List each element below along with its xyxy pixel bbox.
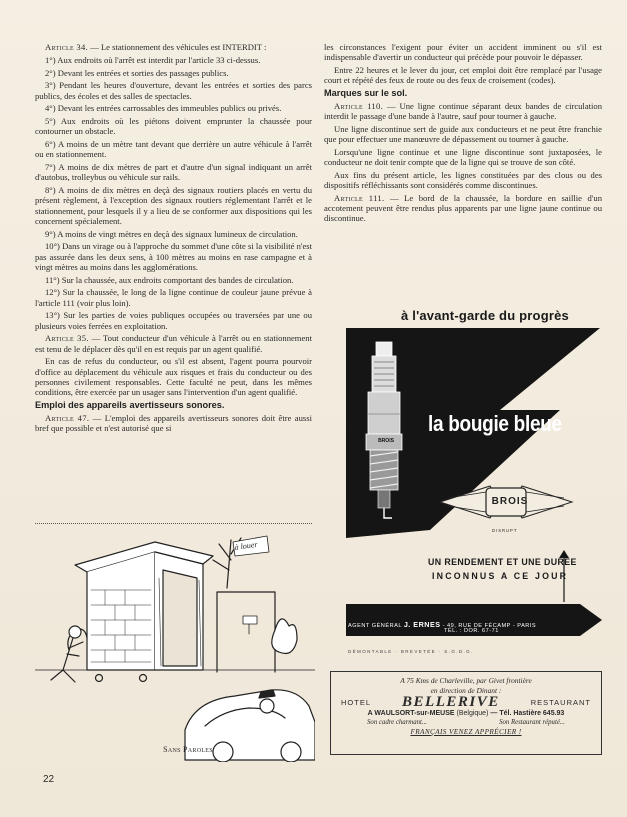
- list-item: 10°) Dans un virage ou à l'approche du sommet d'une côte si la visibilité n'est pas assurée dans les deux sens, à 100 mètres au moins en rase campagne et à vingt mètres au moins dans les agglomérations.: [35, 241, 312, 272]
- ad-tagline: à l'avant-garde du progrès: [401, 308, 569, 323]
- article-47-label: Article 47.: [45, 412, 90, 423]
- list-item: 8°) A moins de dix mètres en deçà des signaux routiers placés en vertu du présent règlement, à l'exception des signaux routiers réglementant l'arrêt et le stationnement, pour lesquels il y a lieu de se conformer aux dispositions qui les concernent spécialement.: [35, 185, 312, 226]
- brois-advertisement: [340, 306, 602, 664]
- for-rent-text: à louer: [234, 539, 258, 552]
- left-column: [35, 42, 312, 436]
- location-prefix: A: [367, 709, 373, 717]
- article-47: [35, 413, 312, 433]
- right-tag: Son Restaurant réputé...: [499, 719, 565, 726]
- paragraph: Entre 22 heures et le lever du jour, cet emploi doit être remplacé par l'usage court et répété des feux de route ou des feux de croisement (codes).: [324, 65, 602, 86]
- car-wheel: [281, 742, 301, 762]
- telephone: Tél. Hastière 645.93: [499, 709, 565, 717]
- agent-line: [348, 620, 536, 629]
- dotted-divider: [35, 523, 312, 524]
- article-111-label: Article 111.: [334, 192, 385, 203]
- ad-graphics: [340, 306, 602, 664]
- hotel-label: HOTEL: [341, 698, 372, 707]
- paragraph: Lorsqu'une ligne continue et une ligne discontinue sont juxtaposées, le conducteur ne doit tenir compte que de la ligne qui se trouve de son côté.: [324, 146, 602, 167]
- article-35: [35, 333, 312, 353]
- article-47-text: — L'emploi des appareils avertisseurs sonores doit être aussi bref que possible et n'est autorisé que si: [35, 412, 312, 433]
- list-item: 3°) Pendant les heures d'ouverture, devant les entrées et sorties des parcs publics, des écoles et des salles de spectacles.: [35, 80, 312, 101]
- article-34-label: Article 34.: [45, 42, 89, 52]
- hotel-line-2: en direction de Dinant :: [430, 685, 502, 695]
- article-110-label: Article 110.: [334, 100, 384, 111]
- article-34-text: — Le stationnement des véhicules est INTERDIT :: [88, 42, 267, 52]
- paragraph: Aux fins du présent article, les lignes constituées par des clous ou des dispositifs réfléchissants sont considérés comme discontinues.: [324, 169, 602, 190]
- man-head-circle: [69, 626, 81, 638]
- section-heading-marques: Marques sur le sol.: [324, 88, 408, 98]
- patent-note: DÉMONTABLE · BREVETÉE · S.G.D.G.: [348, 649, 474, 654]
- list-item: 2°) Devant les entrées et sorties des passages publics.: [45, 67, 229, 78]
- article-35-label: Article 35.: [45, 333, 89, 344]
- hotel-name-row: [331, 694, 601, 710]
- article-111: [324, 193, 602, 224]
- wheel: [96, 675, 103, 682]
- cartoon-caption: Sans Paroles: [163, 745, 213, 754]
- list-item: 4°) Devant les entrées carrossables des immeubles publics ou privés.: [45, 103, 282, 114]
- article-110: [324, 101, 602, 121]
- separator: —: [490, 709, 498, 717]
- list-item: 5°) Aux endroits où les piétons doivent emprunter la chaussée pour contourner un obstacle.: [35, 116, 312, 137]
- hotel-line-1: A 75 Kms de Charleville, par Givet frontière: [400, 676, 532, 685]
- man-body: [51, 638, 83, 682]
- hotel-advertisement: [330, 671, 602, 755]
- logo-subtext: DISRUPT: [492, 528, 518, 533]
- hotel-location-row: [331, 709, 601, 719]
- plug-label: BROIS: [378, 438, 394, 444]
- hotel-tags-row: [331, 718, 601, 728]
- slogan-line-2: INCONNUS A CE JOUR: [432, 571, 569, 581]
- article-35-text: — Tout conducteur d'un véhicule à l'arrêt ou en stationnement est tenu de le déplacer dès qu'il en est requis par un agent qualifié.: [35, 333, 312, 354]
- article-111-text: — Le bord de la chaussée, la bordure en saillie d'un accotement peuvent être rendus plus apparents par une ligne jaune continue ou discontinue.: [324, 192, 602, 224]
- agent-prefix: AGENT GÉNÉRAL: [348, 623, 402, 629]
- location: WAULSORT-sur-MEUSE: [374, 709, 455, 717]
- article-110-text: — Une ligne continue séparant deux bandes de circulation interdit le passage d'une bande à l'autre, sauf pour tourner à gauche.: [324, 100, 603, 121]
- restaurant-label: RESTAURANT: [530, 698, 591, 707]
- article-35-paragraph: En cas de refus du conducteur, ou s'il est absent, l'agent pourra pourvoir d'office au déplacement du véhicule aux risques et frais du conducteur ou des personnes civilement responsables. Cette faculté ne peut, dans les mêmes conditions, être exercée par un usager sans l'intervention d'un agent qualifié.: [35, 356, 312, 397]
- agent-tel: TÉL. : DOR. 67-71: [444, 628, 499, 634]
- cartoon-illustration: [35, 530, 315, 762]
- garage-door: [163, 570, 197, 666]
- hotel-closing: FRANÇAIS VENEZ APPRÉCIER !: [410, 727, 522, 736]
- article-34-intro: [35, 42, 312, 52]
- wheel: [140, 675, 147, 682]
- list-item: 7°) A moins de dix mètres de part et d'autre d'un signal indiquant un arrêt d'autobus, trolleybus ou véhicule sur rails.: [35, 162, 312, 183]
- driver-head: [260, 699, 274, 713]
- section-heading-avertisseurs: Emploi des appareils avertisseurs sonores.: [35, 399, 225, 410]
- agent-name: J. ERNES: [403, 620, 441, 629]
- country: (Belgique): [456, 709, 489, 717]
- paragraph: Une ligne discontinue sert de guide aux conducteurs et ne peut être franchie que pour effectuer une manœuvre de dépassement ou tourner à gauche.: [324, 123, 602, 144]
- small-sign: [243, 616, 257, 624]
- list-item: 6°) A moins de un mètre tant devant que derrière un autre véhicule à l'arrêt ou en stationnement.: [35, 139, 312, 160]
- agent-address: - 49, RUE DE FÉCAMP - PARIS: [442, 623, 537, 629]
- left-tag: Son cadre charmant...: [367, 719, 427, 726]
- hotel-name: BELLERIVE: [402, 694, 500, 710]
- list-item: 9°) A moins de vingt mètres en deçà des signaux lumineux de circulation.: [45, 228, 298, 239]
- list-item: 1°) Aux endroits où l'arrêt est interdit par l'article 33 ci-dessus.: [45, 54, 261, 65]
- garage-wall: [87, 552, 155, 670]
- fence-post: [217, 592, 275, 672]
- brand-name: la bougie bleue: [428, 412, 562, 437]
- list-item: 13°) Sur les parties de voies publiques occupées ou traversées par une ou plusieurs voies ferrées en exploitation.: [35, 310, 312, 331]
- brois-logo-text: BROIS: [491, 496, 529, 507]
- page-number: 22: [43, 774, 55, 785]
- list-item: 12°) Sur la chaussée, le long de la ligne continue de couleur jaune prévue à l'article 111 (voir plus loin).: [35, 287, 312, 308]
- paragraph: les circonstances l'exigent pour éviter un accident imminent ou s'il est indispensable d'avertir un conducteur qui précède pour pouvoir le dépasser.: [324, 42, 602, 63]
- right-column: [324, 42, 602, 226]
- list-item: 11°) Sur la chaussée, aux endroits comportant des bandes de circulation.: [45, 274, 294, 285]
- slogan-line-1: UN RENDEMENT ET UNE DURÉE: [428, 557, 577, 567]
